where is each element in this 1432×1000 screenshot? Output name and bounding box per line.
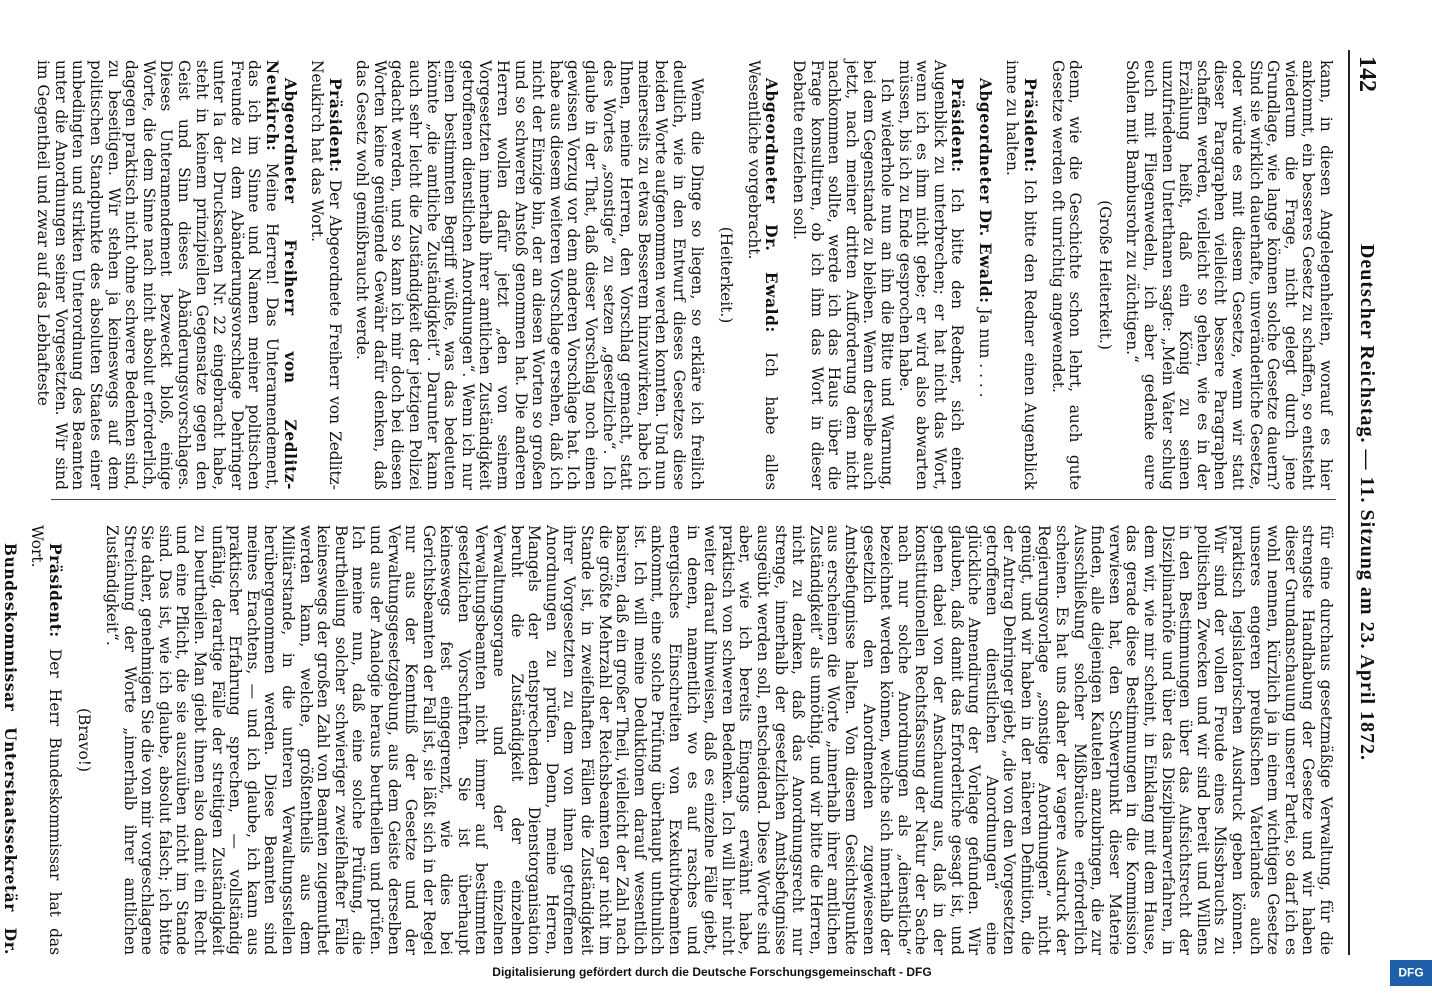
body-paragraph: denn, wie die Geschichte schon lehrt, auch gute Gesetze werden oft unrichtig angewendet.	[1048, 60, 1085, 490]
speaker-name: Abgeordneter Freiherr von Zedlitz-Neukirch:	[262, 60, 299, 490]
speaker-name: Präsident:	[45, 543, 64, 638]
speech-paragraph	[308, 60, 343, 490]
right-column	[0, 525, 1335, 955]
left-column	[34, 60, 1335, 490]
speech-paragraph	[1003, 60, 1038, 490]
speaker-name: Abgeordneter Dr. Ewald:	[762, 78, 781, 333]
speech-paragraph	[975, 60, 993, 490]
stage-direction: (Bravo!)	[75, 708, 94, 772]
running-title: Deutscher Reichstag. — 11. Sitzung am 23. April 1872.	[1356, 243, 1378, 762]
speech-paragraph	[744, 60, 779, 490]
speech-text: Ja nun . . . .	[975, 303, 994, 398]
page-header	[1348, 50, 1384, 955]
speaker-name: Präsident:	[325, 78, 344, 173]
body-paragraph: Wenn die Dinge so liegen, so erkläre ich freilich deutlich, wie in den Entwurf dieses Gesetzes diese beiden Worte aufgenommen werden konnten. Und nun meinerseits zu etwas Besserem hinzuwirken, habe ich Ihnen, meine Herren, den Vorschlag gemacht, statt des Wortes „sonstige“ zu setzen „gesetzliche“. Ich glaube in der That, daß dieser Vorschlag noch einen gewissen Vorzug vor dem anderen Vorschlage hat. Ich habe aus diesem weiteren Vorschlage ersehen, daß ich nicht der Einzige bin, der an diesen Worten so großen und so schweren Anstoß genommen hat. Die anderen Herren wollen dafür jetzt „den von seinem Vorgesetzten innerhalb ihrer amtlichen Zuständigkeit getroffenen dienstlichen Anordnungen“. Wenn ich nur einen bestimmten Begriff wüßte, was das bedeuten könnte „die amtliche Zuständigkeit“. Darunter kann auch sehr leicht die Zuständigkeit der jetzigen Polizei gedacht werden, und so kann ich mir doch bei diesen Worten keine genügende Gewähr dafür denken, daß das Gesetz wohl gemißbraucht werde.	[353, 60, 706, 490]
body-paragraph: kann, in diesen Angelegenheiten, worauf es hier ankommt, ein besseres Gesetz zu schaffen, so entsteht wiederum die Frage, nicht gelegt durch jene Grundlage, wie lange können solche Gesetze dauern? Sind sie wirklich dauerhafte, unveränderliche Gesetze, oder würde es mit diesem Gesetze, wenn wir statt dieser Paragraphen vielleicht bessere Paragraphen schaffen werden, vielleicht so gehen, wie es in der Erzählung heißt, daß ein König zu seinen unzufriedenen Unterthanen sagte: „Mein Vater schlug euch mit Fliegenwedeln, ich aber gedenke eure Sohlen mit Bambusrohr zu züchtigen.“	[1123, 60, 1335, 490]
speech-paragraph	[34, 60, 298, 490]
speech-text: Meine Herren! Das Unteramendement, das ich im Sinne und Namen meiner politischen Freunde zu dem Abänderungsvorschlage Dehringer unter Ia der Drucksachen Nr. 22 eingebracht habe, steht in keinem prinzipiellen Gegensatze gegen den Geist und Sinn dieses Abänderungsvorschlages. Dieses Unteramendement bezweckt bloß, einige Worte, die dem Sinne nach nicht absolut erforderlich, dagegen praktisch nicht ohne schwere Bedenken sind, zu beseitigen. Wir stehen ja keineswegs auf dem politischen Standpunkte des absoluten Staates einer unbedingten und strikten Unterordnung des Beamten unter die Anordnungen seiner Vorgesetzten. Wir sind im Gegentheil und zwar auf das Lebhafteste	[34, 60, 281, 490]
speaker-name: Präsident:	[1021, 78, 1040, 173]
speech-paragraph	[895, 60, 965, 490]
speech-text: Der Herr Bundeskommissar hat das Wort.	[28, 525, 64, 955]
body-paragraph: für eine durchaus gesetzmäßige Verwaltung, für die strengste Handhabung der Gesetze und wir haben dieser Grundanschauung unserer Partei, so darf ich es wohl nennen, kürzlich ja in einem wichtigen Gesetze unseres engeren preußischen Vaterlandes auch praktisch legislatorischen Ausdruck geben können. Wir sind der vollen Freude eines Missbrauchs zu politischen Zwecken und wir sind bereit und Willens in den Bestimmungen über das Aufsichtsrecht der Disziplinarhöfe und über das Disziplinarverfahren, in dem wir, wie mir scheint, in Einklang mit dem Hause, das gerade diese Bestimmungen in die Kommission verwiesen hat, den Schwerpunkt dieser Materie finden, alle diejenigen Kautelen anzubringen, die zur Ausschließung solcher Mißbräuche erforderlich scheinen. Es hat uns daher der vagere Ausdruck der Regierungsvorlage „sonstige Anordnungen“ nicht genügt, und wir haben in der näheren Definition, die der Antrag Dehringer giebt, „die von den Vorgesetzten getroffenen dienstlichen Anordnungen“ eine glückliche Amendirung der Vorlage gefunden. Wir glauben, daß damit das Erforderliche gesagt ist, und gehen dabei von der Anschauung aus, daß in der konstitutionellen Rechtsfassung der Natur der Sache nach nur solche Anordnungen als „dienstliche“ bezeichnet werden können, welche sich innerhalb der gesetzlich den Anordnenden zugewiesenen Amtsbefugnisse halten. Von diesem Gesichtspunkte aus erscheinen die Worte „innerhalb ihrer amtlichen Zuständigkeit“ als unnöthig, und wir bitte die Herren, nicht zu denken, daß das Anordnungsrecht nur strenge, innerhalb der gesetzlichen Amtsbefugnisse ausgeübt werden soll, entscheidend. Diese Worte sind aber, wie ich bereits Eingangs erwähnt habe, praktisch von schweren Bedenken. Ich will hier nicht weiter darauf hinweisen, daß es einzelne Fälle giebt, in denen, namentlich wo es auf rasches und energisches Einschreiten von Exekutivbeamten ankommt, eine solche Prüfung überhaupt unthunlich ist. Ich will meine Deduktionen darauf wesentlich basiren, daß ein großer Theil, vielleicht der Zahl nach die größte Mehrzahl der Reichsbeamten gar nicht im Stande ist, in zweifelhaften Fällen die Zuständigkeit ihrer Vorgesetzten zu dem von ihnen getroffenen Anordnungen zu prüfen. Denn, meine Herren, Mangels der entsprechenden Dienstorganisation beruht die Zuständigkeit der einzelnen Verwaltungsorgane und der einzelnen Verwaltungsbeamten nicht immer auf bestimmten gesetzlichen Vorschriften. Sie ist überhaupt keineswegs fest eingegrenzt, wie dies bei Gerichtsbeamten der Fall ist, sie läßt sich in der Regel nur aus der Kenntniß der Gesetze und der Verwaltungsgesetzgebung, aus dem Geiste derselben und aus der Analogie heraus beurtheilen und prüfen. Ich meine nun, daß eine solche Prüfung, die Beurtheilung solcher schwieriger zweifelhafter Fälle keineswegs der großen Zahl von Beamten zugemuthet werden kann, welche, größtentheils aus dem Militärstande, in die unteren Verwaltungsstellen herübergenommen werden. Diese Beamten sind meines Erachtens, — und ich glaube, ich kann aus praktischer Erfahrung sprechen, — vollständig unfähig, derartige Fälle der streitigen Zuständigkeit zu beurtheilen. Man giebt ihnen also damit ein Recht und eine Pflicht, die sie auszuüben nicht im Stande sind. Das ist, wie ich glaube, absolut falsch; ich bitte Sie daher, genehmigen Sie die von mir vorgeschlagene Streichung der Worte „innerhalb ihrer amtlichen Zuständigkeit“.	[103, 525, 1335, 955]
column-divider	[51, 499, 1336, 500]
body-paragraph: Ich wiederhole nun an ihn die Bitte und Warnung, bei dem Gegenstande zu bleiben. Wenn derselbe auch jetzt, nach meiner dritten Aufforderung dem nicht nachkommen sollte, werde ich das Haus über die Frage konsultiren, ob ich ihm das Wort in dieser Debatte entziehen soll.	[789, 60, 896, 490]
stage-direction: (Heiterkeit.)	[717, 226, 736, 324]
stage-direction: (Große Heiterkeit.)	[1095, 200, 1114, 350]
speaker-name: Bundeskommissar Unterstaatssekretär Dr.	[0, 543, 19, 955]
dfg-badge-text: DFG	[1398, 966, 1424, 980]
speaker-name: Abgeordneter Dr. Ewald:	[975, 78, 994, 304]
speech-text: Ich habe alles Wesentliche vorgebracht.	[744, 60, 781, 490]
speech-text: Der Abgeordnete Freiherr von Zedlitz-Neukirch hat das Wort.	[308, 60, 344, 490]
speaker-name: Präsident:	[948, 78, 967, 173]
speech-text: Ich bitte den Redner einen Augenblick inne zu halten.	[1003, 60, 1040, 490]
page-number: 142	[1354, 56, 1380, 92]
speech-paragraph	[0, 525, 18, 955]
dfg-logo-badge	[1390, 960, 1432, 986]
digitization-note-text: Digitalisierung gefördert durch die Deutsche Forschungsgemeinschaft - DFG	[492, 965, 932, 979]
speech-paragraph	[28, 525, 63, 955]
digitization-note	[32, 960, 1392, 984]
speech-text: Ich bitte den Redner, sich einen Augenblick zu unterbrechen; er hat nicht das Wort, wenn ich es ihm nicht gebe; er wird also abwarten müssen, bis ich zu Ende gesprochen habe.	[895, 60, 967, 490]
